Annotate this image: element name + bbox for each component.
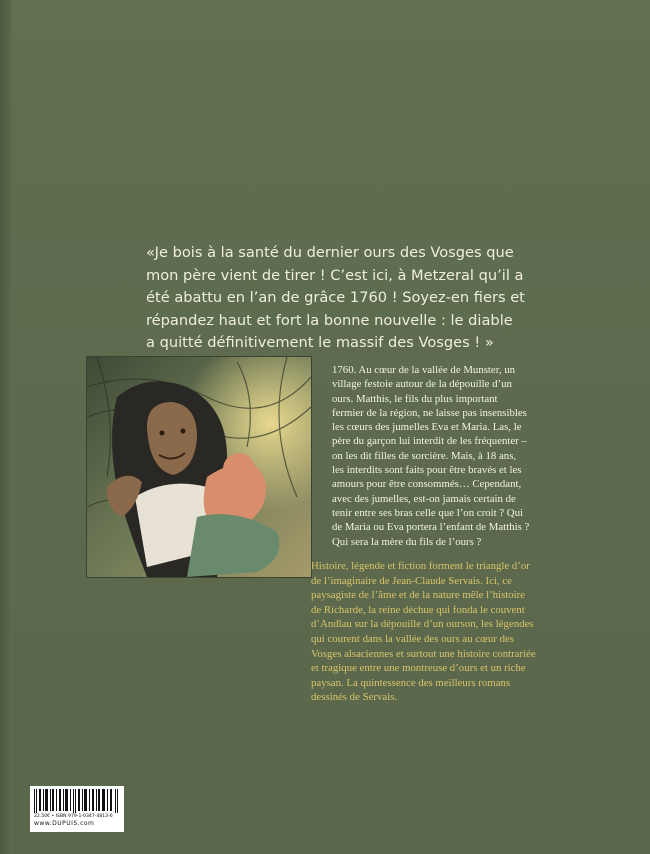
synopsis-text: 1760. Au cœur de la vallée de Munster, un village festoie autour de la dépouille d’un ours. Matthis, le fils du plus important fermier de la région, ne laisse pas insensibles les cœurs des jumelles Eva et Maria. Las, le père du garçon lui interdit de les fréquenter – on les dit filles de sorcière. Mais, à 18 ans, les interdits sont faits pour être bravés et les amours pour être consommés… Cependant, avec des jumelles, est-on jamais certain de tenir entre ses bras celle que l’on croit ? Qui de Maria ou Eva portera l’enfant de Matthis ? Qui sera la mère du fils de l’ours ? xyxy=(332,364,530,548)
price-isbn: 22.50€ • ISBN 979-1-0347-4813-6 xyxy=(34,814,113,819)
barcode-icon xyxy=(34,789,120,813)
about-author-text: Histoire, légende et fiction forment le triangle d’or de l’imaginaire de Jean-Claude Servais. Ici, ce paysagiste de l’âme et de la nature mêle l’histoire de Richarde, la reine déchue qui fonda le couvent d’Andlau sur la dépouille d’un ourson, les légendes qui courent dans la vallée des ours au cœur des Vosges alsaciennes et surtout une histoire contrariée et tragique entre une montreuse d’ours et un riche paysan. La quintessence des meilleurs romans dessinés de Servais. xyxy=(311,560,536,704)
publisher-url: www.DUPUIS.com xyxy=(34,820,95,827)
blurb-quote: «Je bois à la santé du dernier ours des Vosges que mon père vient de tirer ! C’est ici, à Metzeral qu’il a été abattu en l’an de grâce 1760 ! Soyez-en fiers et répandez haut et fort la bonne nouvelle : le diable a quitté définitivement le massif des Vosges ! » xyxy=(146,244,525,351)
barcode-box xyxy=(30,786,124,832)
illustration-artwork xyxy=(87,357,311,577)
woman-holding-baby-illustration xyxy=(86,356,312,578)
